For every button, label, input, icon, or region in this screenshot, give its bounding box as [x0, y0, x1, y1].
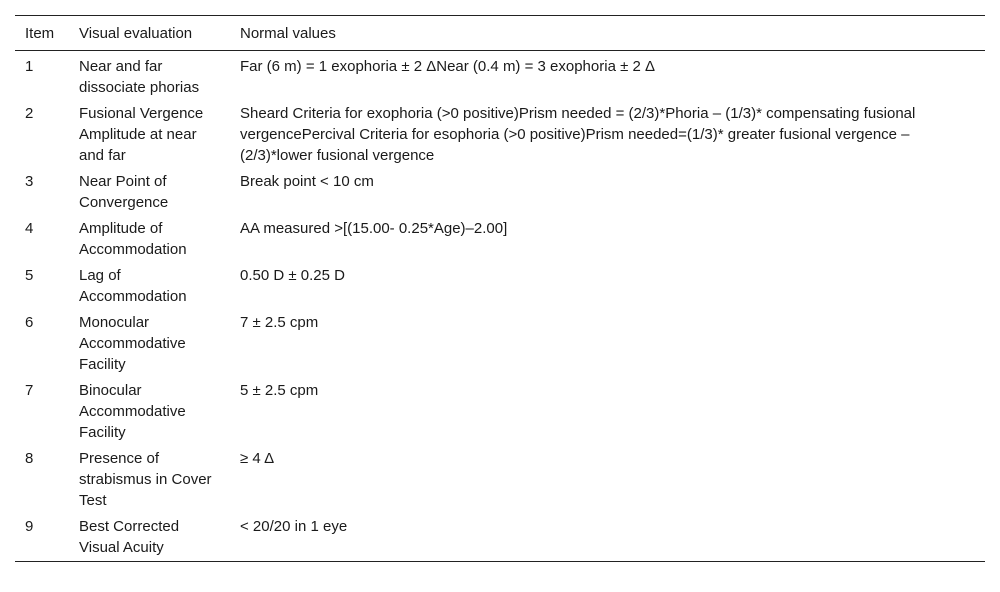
cell-evaluation: Presence of strabismus in Cover Test [79, 450, 212, 509]
cell-item: 3 [25, 173, 34, 190]
cell-normal-values: 0.50 D ± 0.25 D [240, 267, 345, 284]
cell-item: 2 [25, 105, 34, 122]
table-row [15, 99, 985, 167]
cell-normal-values: 7 ± 2.5 cpm [240, 314, 319, 331]
table-row [15, 51, 985, 100]
cell-evaluation: Fusional Vergence Amplitude at near and far [79, 105, 204, 164]
visual-evaluation-table-container [15, 15, 985, 562]
cell-item: 8 [25, 450, 34, 467]
table-row [15, 214, 985, 261]
header-visual-evaluation: Visual evaluation [69, 16, 230, 51]
header-normal-values: Normal values [230, 16, 985, 51]
header-row [15, 16, 985, 51]
table-header [15, 16, 985, 51]
cell-evaluation: Amplitude of Accommodation [79, 220, 187, 258]
header-item: Item [15, 16, 69, 51]
cell-normal-values: ≥ 4 Δ [240, 450, 275, 467]
cell-evaluation: Monocular Accommodative Facility [79, 314, 186, 373]
cell-evaluation: Best Corrected Visual Acuity [69, 512, 230, 562]
table-row [15, 512, 985, 562]
cell-item: 6 [25, 314, 34, 331]
table-row [15, 167, 985, 214]
table-row [15, 444, 985, 512]
cell-normal-values: Break point < 10 cm [240, 173, 374, 190]
cell-evaluation: Binocular Accommodative Facility [79, 382, 186, 441]
table-row [15, 376, 985, 444]
visual-evaluation-table [15, 15, 985, 562]
cell-normal-values: < 20/20 in 1 eye [230, 512, 985, 562]
cell-evaluation: Near and far dissociate phorias [79, 58, 200, 96]
table-row [15, 308, 985, 376]
cell-normal-values: Far (6 m) = 1 exophoria ± 2 ΔNear (0.4 m) = 3 exophoria ± 2 Δ [240, 58, 656, 75]
cell-normal-values: Sheard Criteria for exophoria (>0 positive)Prism needed = (2/3)*Phoria – (1/3)* compensating fusional vergencePercival Criteria for esophoria (>0 positive)Prism needed=(1/3)* greater fusional vergence – (2/3)*lower fusional vergence [240, 105, 916, 164]
cell-item: 1 [25, 58, 34, 75]
table-body [15, 51, 985, 562]
cell-item: 9 [15, 512, 69, 562]
cell-evaluation: Lag of Accommodation [79, 267, 187, 305]
cell-normal-values: 5 ± 2.5 cpm [240, 382, 319, 399]
cell-item: 5 [25, 267, 34, 284]
table-row [15, 261, 985, 308]
cell-normal-values: AA measured >[(15.00- 0.25*Age)–2.00] [240, 220, 508, 237]
cell-evaluation: Near Point of Convergence [79, 173, 169, 211]
cell-item: 7 [25, 382, 34, 399]
cell-item: 4 [25, 220, 34, 237]
